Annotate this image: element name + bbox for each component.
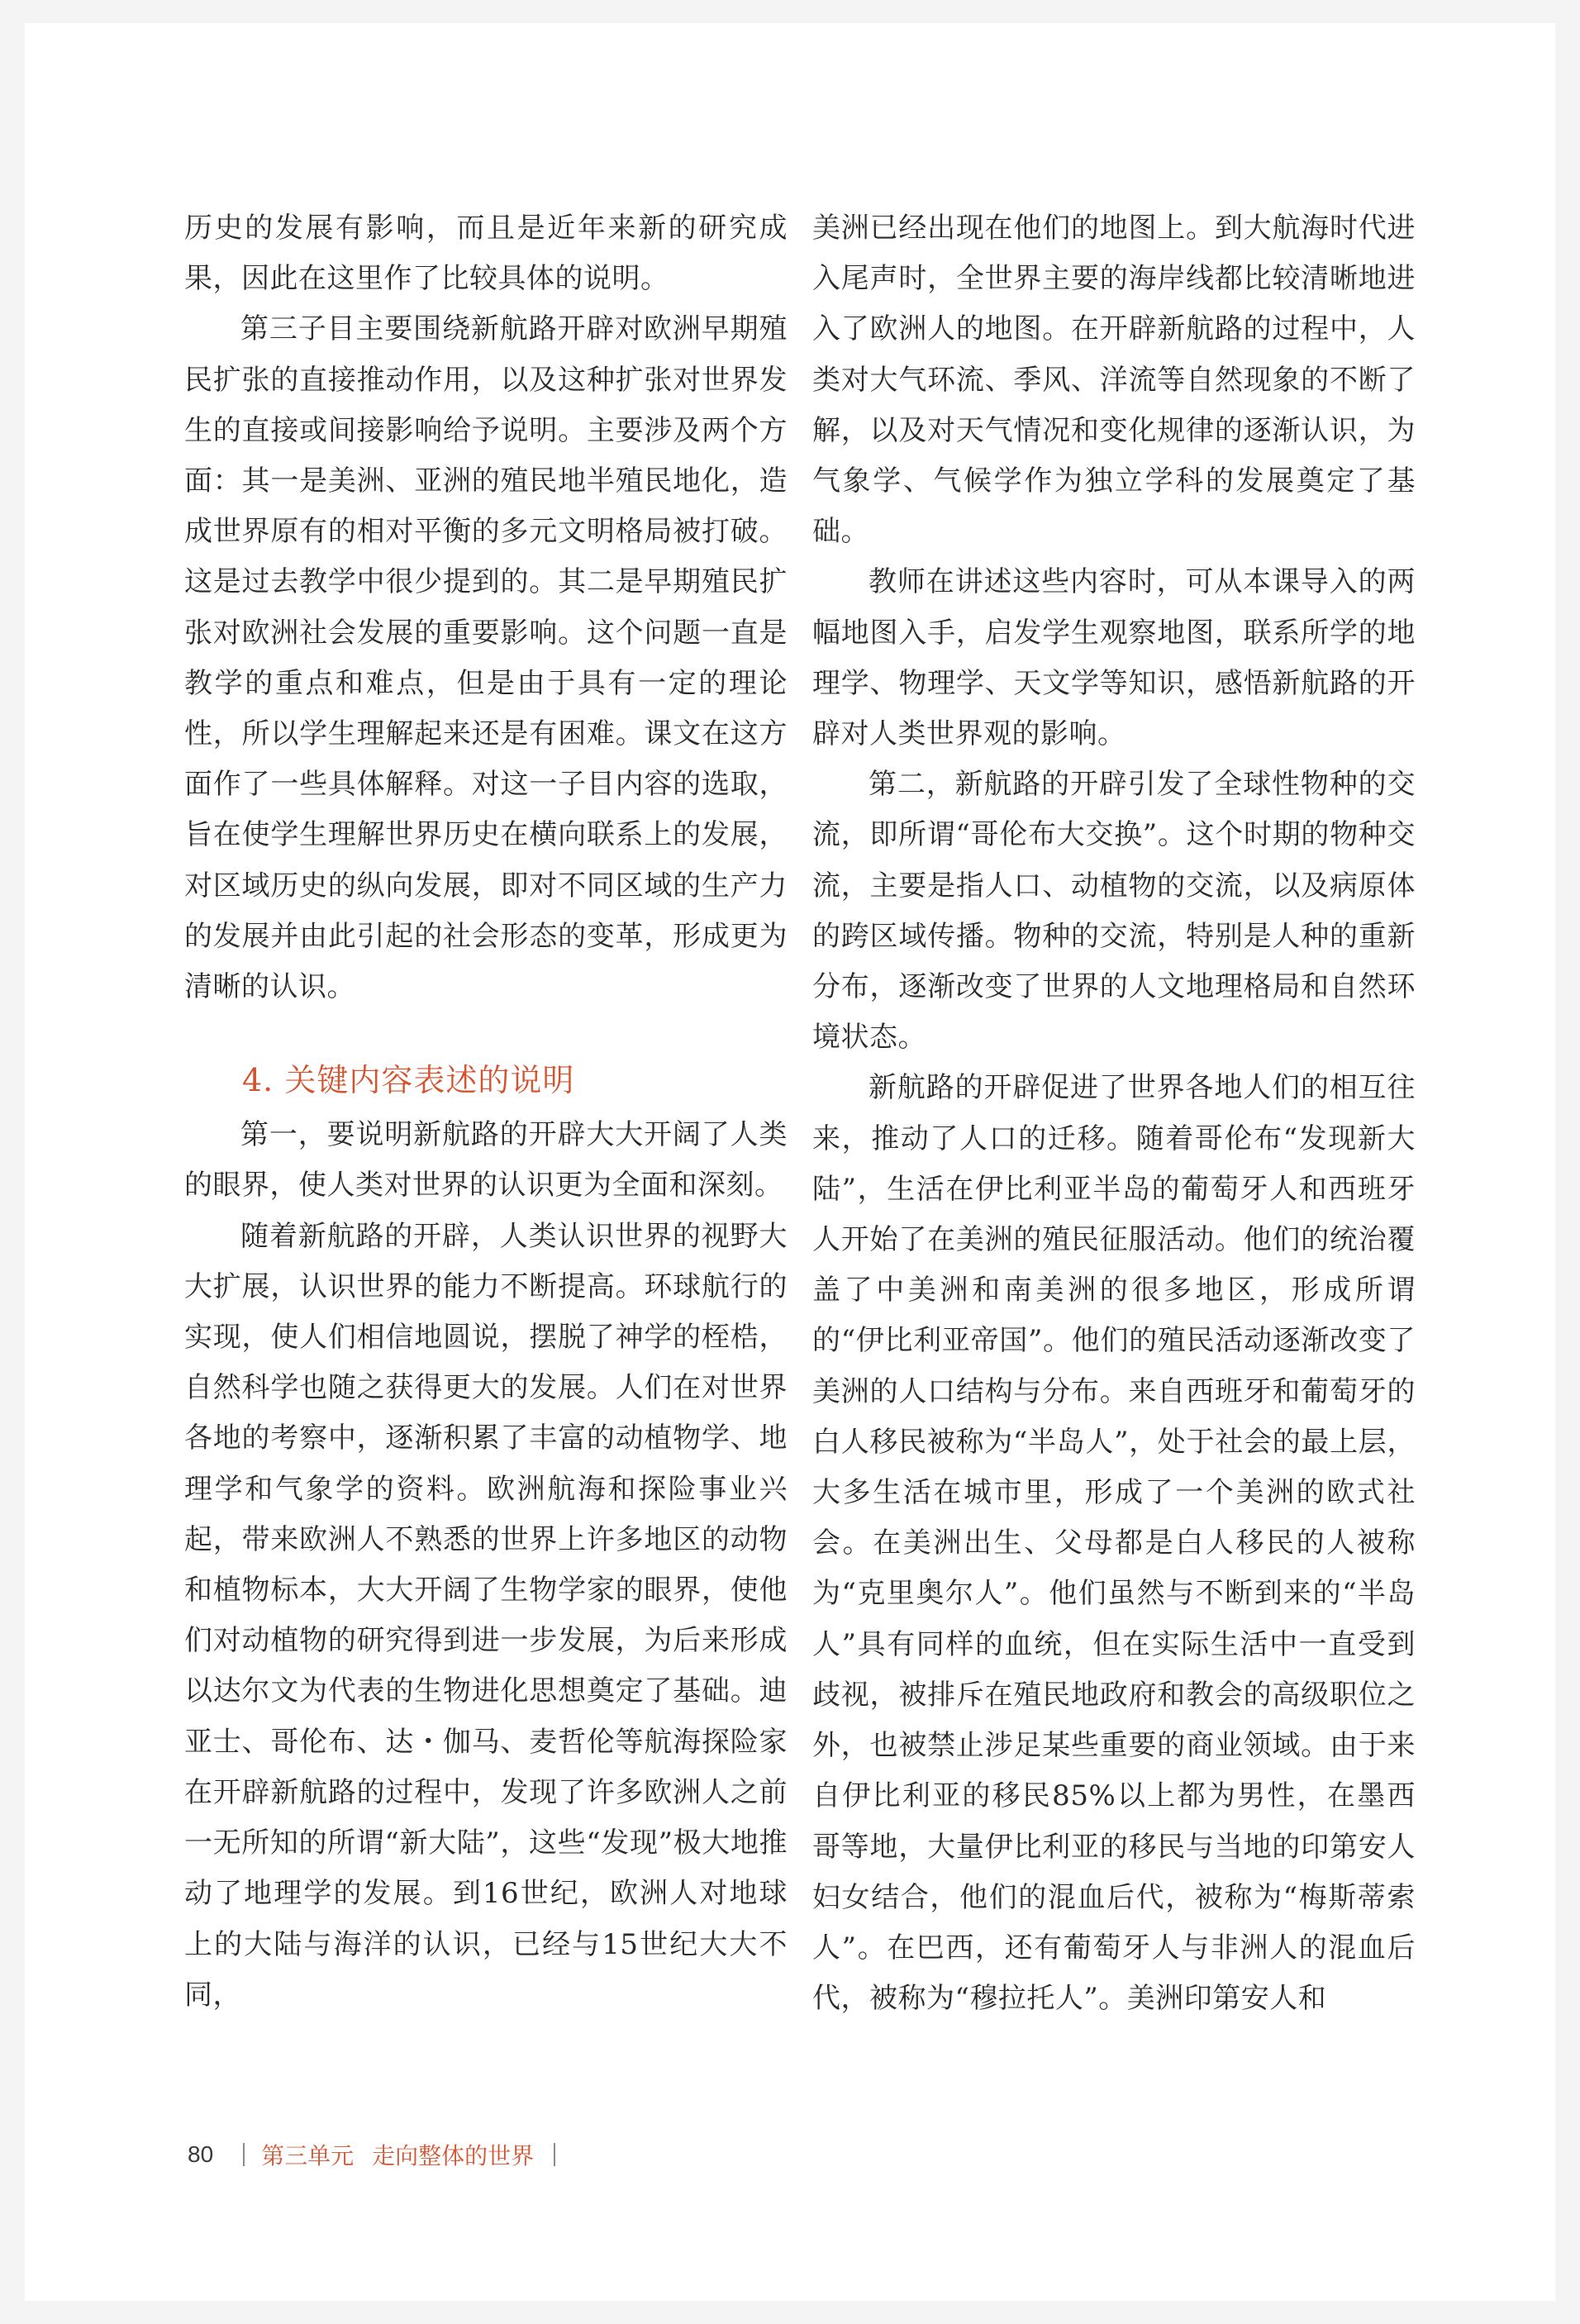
right-paragraph-3: 第二，新航路的开辟引发了全球性物种的交流，即所谓“哥伦布大交换”。这个时期的物种交流，主要是指人口、动植物的交流，以及病原体的跨区域传播。物种的交流，特别是人种的重新分布，逐渐改变了世界的人文地理格局和自然环境状态。 [812, 768, 1416, 1055]
right-column [812, 203, 1416, 2024]
footer-divider [554, 2143, 555, 2166]
unit-label: 第三单元 [261, 2143, 355, 2169]
left-paragraph-2: 第三子目主要围绕新航路开辟对欧洲早期殖民扩张的直接推动作用，以及这种扩张对世界发生的直接或间接影响给予说明。主要涉及两个方面：其一是美洲、亚洲的殖民地半殖民地化，造成世界原有的相对平衡的多元文明格局被打破。这是过去教学中很少提到的。其二是早期殖民扩张对欧洲社会发展的重要影响。这个问题一直是教学的重点和难点，但是由于具有一定的理论性，所以学生理解起来还是有困难。课文在这方面作了一些具体解释。对这一子目内容的选取，旨在使学生理解世界历史在横向联系上的发展，对区域历史的纵向发展，即对不同区域的生产力的发展并由此引起的社会形态的变革，形成更为清晰的认识。 [184, 312, 788, 1004]
page-number: 80 [188, 2141, 214, 2167]
footer-divider [243, 2143, 245, 2166]
section-heading: 4. 关键内容表述的说明 [242, 1062, 575, 1099]
right-paragraph-1: 美洲已经出现在他们的地图上。到大航海时代进入尾声时，全世界主要的海岸线都比较清晰地进入了欧洲人的地图。在开辟新航路的过程中，人类对大气环流、季风、洋流等自然现象的不断了解，以及对天气情况和变化规律的逐渐认识，为气象学、气候学作为独立学科的发展奠定了基础。 [812, 212, 1416, 549]
left-paragraph-3: 第一，要说明新航路的开辟大大开阔了人类的眼界，使人类对世界的认识更为全面和深刻。 [184, 1118, 788, 1202]
unit-title: 走向整体的世界 [372, 2143, 535, 2169]
left-paragraph-1: 历史的发展有影响，而且是近年来新的研究成果，因此在这里作了比较具体的说明。 [184, 212, 788, 296]
page-footer [188, 2136, 555, 2174]
right-paragraph-2: 教师在讲述这些内容时，可从本课导入的两幅地图入手，启发学生观察地图，联系所学的地理学、物理学、天文学等知识，感悟新航路的开辟对人类世界观的影响。 [812, 565, 1416, 751]
book-page [25, 23, 1555, 2301]
left-paragraph-4: 随着新航路的开辟，人类认识世界的视野大大扩展，认识世界的能力不断提高。环球航行的实现，使人们相信地圆说，摆脱了神学的桎梏，自然科学也随之获得更大的发展。人们在对世界各地的考察中，逐渐积累了丰富的动植物学、地理学和气象学的资料。欧洲航海和探险事业兴起，带来欧洲人不熟悉的世界上许多地区的动物和植物标本，大大开阔了生物学家的眼界，使他们对动植物的研究得到进一步发展，为后来形成以达尔文为代表的生物进化思想奠定了基础。迪亚士、哥伦布、达・伽马、麦哲伦等航海探险家在开辟新航路的过程中，发现了许多欧洲人之前一无所知的所谓“新大陆”，这些“发现”极大地推动了地理学的发展。到16世纪，欧洲人对地球上的大陆与海洋的认识，已经与15世纪大大不同， [184, 1219, 788, 2012]
left-column [184, 203, 788, 2021]
right-paragraph-4: 新航路的开辟促进了世界各地人们的相互往来，推动了人口的迁移。随着哥伦布“发现新大陆”，生活在伊比利亚半岛的葡萄牙人和西班牙人开始了在美洲的殖民征服活动。他们的统治覆盖了中美洲和南美洲的很多地区，形成所谓的“伊比利亚帝国”。他们的殖民活动逐渐改变了美洲的人口结构与分布。来自西班牙和葡萄牙的白人移民被称为“半岛人”，处于社会的最上层，大多生活在城市里，形成了一个美洲的欧式社会。在美洲出生、父母都是白人移民的人被称为“克里奥尔人”。他们虽然与不断到来的“半岛人”具有同样的血统，但在实际生活中一直受到歧视，被排斥在殖民地政府和教会的高级职位之外，也被禁止涉足某些重要的商业领域。由于来自伊比利亚的移民85%以上都为男性，在墨西哥等地，大量伊比利亚的移民与当地的印第安人妇女结合，他们的混血后代，被称为“梅斯蒂索人”。在巴西，还有葡萄牙人与非洲人的混血后代，被称为“穆拉托人”。美洲印第安人和 [812, 1071, 1416, 2016]
